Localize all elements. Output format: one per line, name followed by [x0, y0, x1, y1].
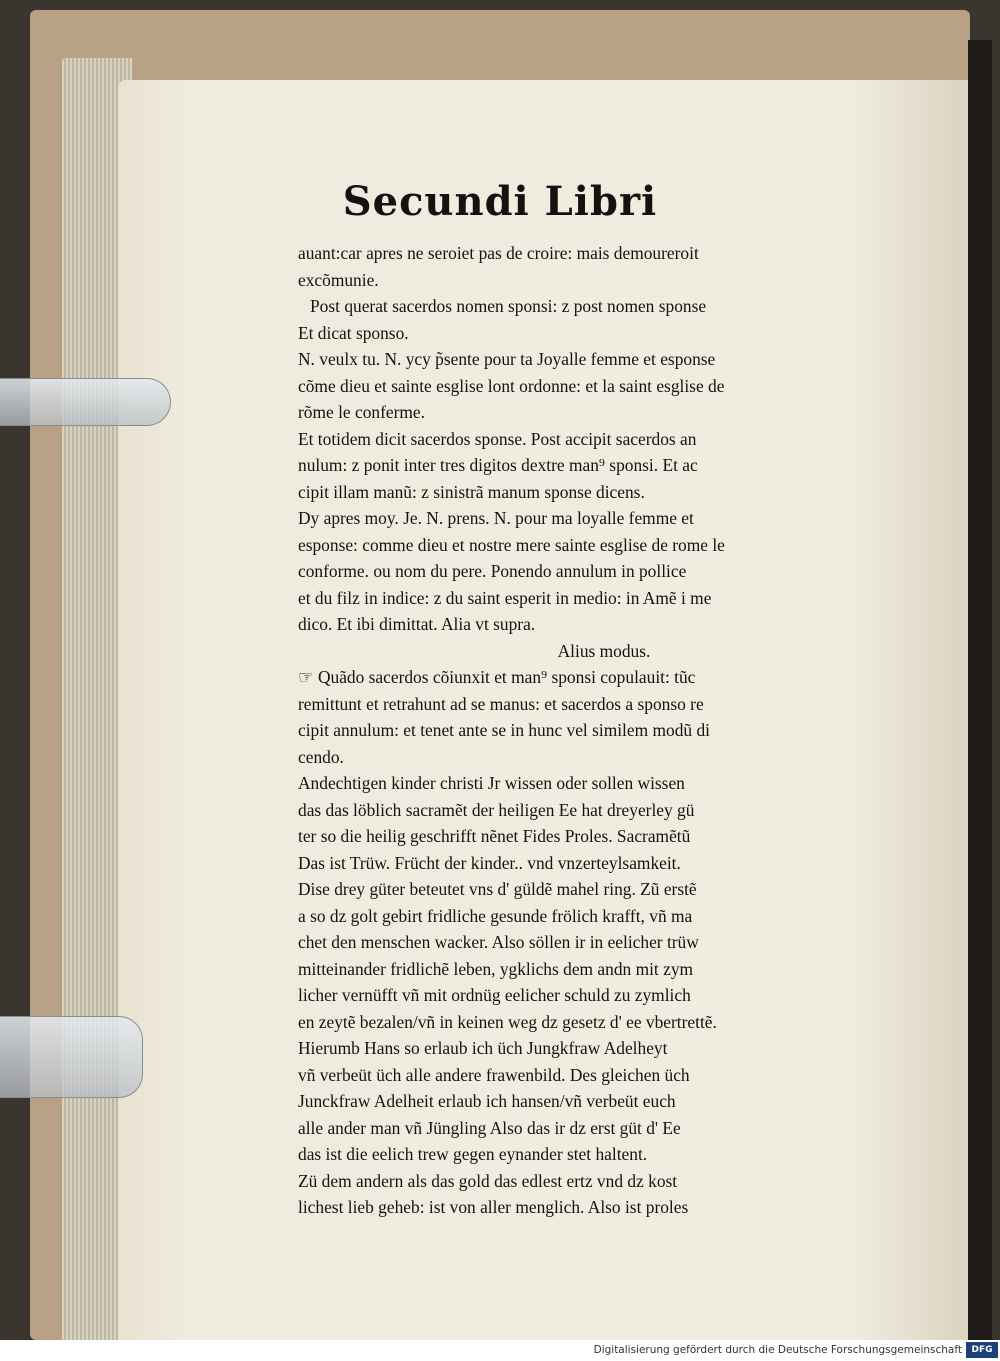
text-line: cipit illam manũ: z sinistrã manum sponse dicens.	[298, 481, 645, 502]
text-line: remittunt et retrahunt ad se manus: et sacerdos a sponso re	[298, 693, 704, 714]
text-line: alle ander man vñ Jüngling Also das ir dz erst güt d' Ee	[298, 1117, 681, 1138]
text-line: et du filz in indice: z du saint esperit in medio: in Amẽ i me	[298, 587, 712, 608]
text-line: chet den menschen wacker. Also söllen ir in eelicher trüw	[298, 932, 699, 952]
text-line: ter so die heilig geschrifft nẽnet Fides Proles. Sacramẽtũ	[298, 826, 691, 846]
text-line: Dy apres moy. Je. N. prens. N. pour ma loyalle femme et	[298, 508, 694, 528]
section-heading: Alius modus.	[557, 640, 651, 661]
page-holder-strip	[0, 1016, 143, 1098]
text-line: rõme le conferme.	[298, 402, 425, 422]
text-line: dico. Et ibi dimittat. Alia vt supra.	[298, 614, 536, 634]
text-line: cipit annulum: et tenet ante se in hunc vel similem modũ di	[298, 720, 710, 740]
text-line: en zeytẽ bezalen/vñ in keinen weg dz gesetz d' ee vbertrettẽ.	[298, 1011, 717, 1032]
text-line: Junckfraw Adelheit erlaub ich hansen/vñ verbeüt euch	[298, 1091, 676, 1111]
running-header: Secundi Libri	[342, 178, 658, 225]
text-line: esponse: comme dieu et nostre mere sainte esglise de rome le	[298, 534, 725, 555]
text-line: Dise drey güter beteutet vns d' güldẽ mahel ring. Zũ erstẽ	[298, 879, 697, 899]
text-line: das ist die eelich trew gegen eynander stet haltent.	[298, 1144, 648, 1164]
footer-bar	[0, 1340, 1000, 1361]
text-line: Zü dem andern als das gold das edlest ertz vnd dz kost	[298, 1170, 678, 1191]
text-line: Das ist Trüw. Frücht der kinder.. vnd vnzerteylsamkeit.	[298, 852, 681, 873]
text-line: Et totidem dicit sacerdos sponse. Post accipit sacerdos an	[298, 428, 697, 449]
text-line: conforme. ou nom du pere. Ponendo annulum in pollice	[298, 561, 687, 581]
text-line: Andechtigen kinder christi Jr wissen oder sollen wissen	[298, 773, 685, 793]
text-line: vñ verbeüt üch alle andere frawenbild. Des gleichen üch	[298, 1064, 690, 1085]
text-line: cendo.	[298, 746, 344, 767]
text-line: cõme dieu et sainte esglise lont ordonne: et la saint esglise de	[298, 375, 725, 396]
text-line: lichest lieb geheb: ist von aller menglich. Also ist proles	[298, 1197, 689, 1217]
text-line: Et dicat sponso.	[298, 322, 409, 343]
text-line: Hierumb Hans so erlaub ich üch Jungkfraw Adelheyt	[298, 1038, 668, 1058]
funding-credit: Digitalisierung gefördert durch die Deutsche Forschungsgemeinschaft	[593, 1344, 962, 1356]
text-line: N. veulx tu. N. ycy p̃sente pour ta Joyalle femme et esponse	[298, 349, 716, 369]
page-holder-strip	[0, 378, 171, 426]
page-text	[298, 240, 910, 1221]
text-line: licher vernüfft vñ mit ordnüg eelicher schuld zu zymlich	[298, 985, 691, 1005]
text-line: ☞ Quãdo sacerdos cõiunxit et man⁹ sponsi copulauit: tũc	[298, 667, 696, 687]
dfg-logo: DFG	[966, 1342, 998, 1358]
text-line: mitteinander fridlichẽ leben, ygklichs dem andn mit zym	[298, 958, 694, 979]
text-line: auant:car apres ne seroiet pas de croire: mais demoureroit	[298, 243, 699, 263]
text-line: Post querat sacerdos nomen sponsi: z post nomen sponse	[310, 296, 707, 316]
text-line: a so dz golt gebirt fridliche gesunde frölich krafft, vñ ma	[298, 905, 693, 926]
text-line: excõmunie.	[298, 269, 379, 290]
text-line: nulum: z ponit inter tres digitos dextre man⁹ sponsi. Et ac	[298, 455, 698, 475]
book-spine	[968, 40, 992, 1340]
text-line: das das löblich sacramẽt der heiligen Ee hat dreyerley gü	[298, 799, 695, 820]
